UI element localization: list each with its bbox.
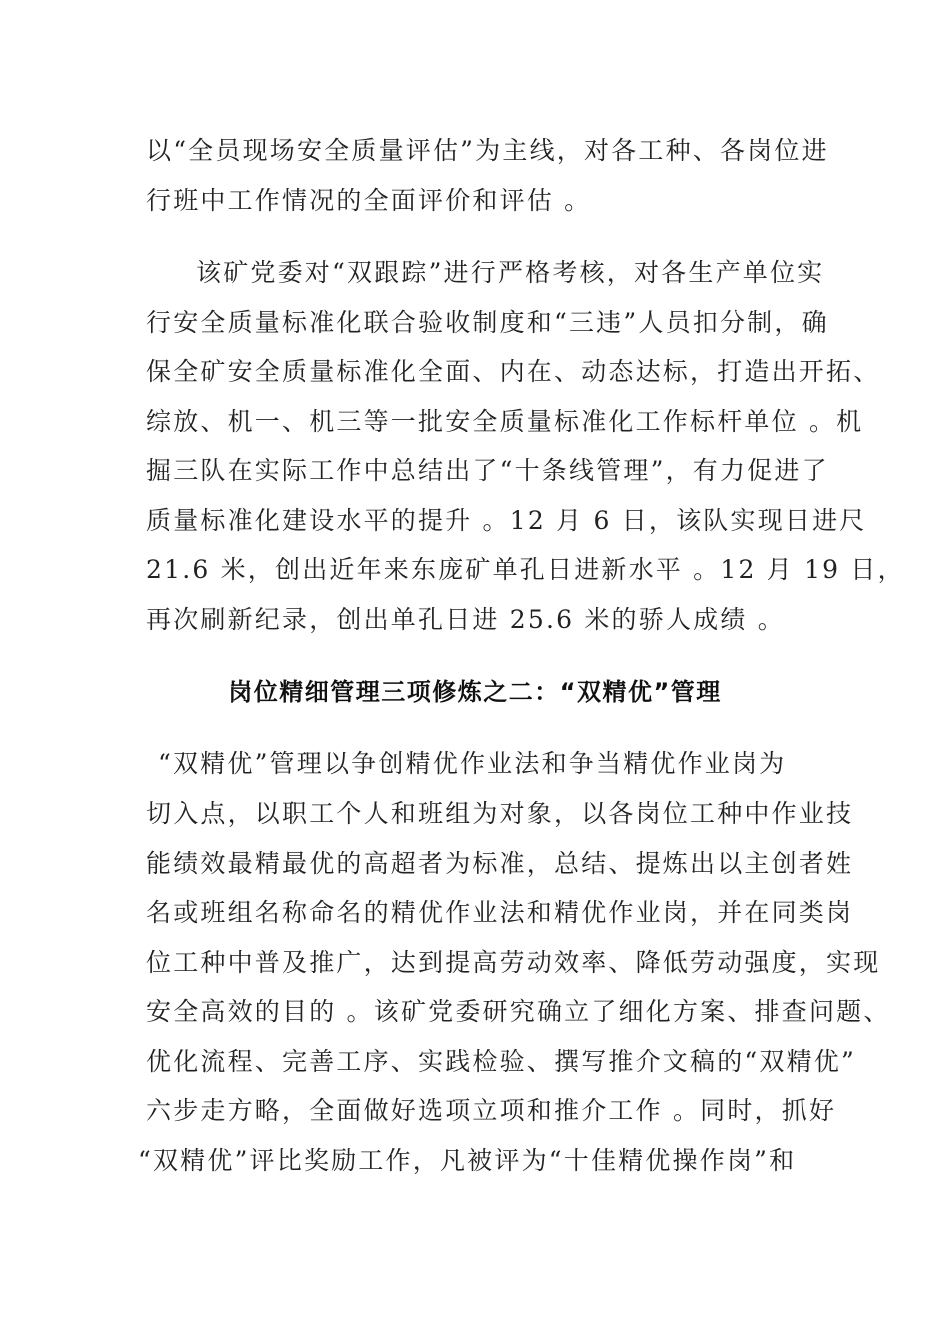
paragraph-line: 名或班组名称命名的精优作业法和精优作业岗，并在同类岗 xyxy=(146,898,854,927)
paragraph-line: 再次刷新纪录，创出单孔日进 25.6 米的骄人成绩 。 xyxy=(146,605,785,634)
paragraph-line: 综放、机一、机三等一批安全质量标准化工作标杆单位 。机 xyxy=(146,407,864,436)
paragraph-line: 切入点，以职工个人和班组为对象，以各岗位工种中作业技 xyxy=(146,799,854,828)
paragraph-line: “双精优”管理以争创精优作业法和争当精优作业岗为 xyxy=(158,749,787,778)
paragraph-line: 安全高效的目的 。该矿党委研究确立了细化方案、排查问题、 xyxy=(146,997,891,1026)
paragraph-line: 以“全员现场安全质量评估”为主线，对各工种、各岗位进 xyxy=(146,136,829,165)
paragraph-line: 行安全质量标准化联合验收制度和“三违”人员扣分制，确 xyxy=(146,308,829,337)
paragraph-line: 能绩效最精最优的高超者为标准，总结、提炼出以主创者姓 xyxy=(146,849,854,878)
section-heading: 岗位精细管理三项修炼之二：“双精优”管理 xyxy=(228,678,722,706)
paragraph-line: 21.6 米，创出近年来东庞矿单孔日进新水平 。12 月 19 日， xyxy=(146,555,905,584)
paragraph-line: 掘三队在实际工作中总结出了“十条线管理”，有力促进了 xyxy=(146,456,829,485)
paragraph-line: 该矿党委对“双跟踪”进行严格考核，对各生产单位实 xyxy=(196,258,825,287)
paragraph-line: 行班中工作情况的全面评价和评估 。 xyxy=(146,186,592,215)
paragraph-line: 保全矿安全质量标准化全面、内在、动态达标，打造出开拓、 xyxy=(146,357,881,386)
paragraph-line: 六步走方略，全面做好选项立项和推介工作 。同时，抓好 xyxy=(146,1096,837,1125)
paragraph-line: “双精优”评比奖励工作，凡被评为“十佳精优操作岗”和 xyxy=(138,1146,797,1175)
paragraph-line: 质量标准化建设水平的提升 。12 月 6 日，该队实现日进尺 xyxy=(146,506,867,535)
paragraph-line: 位工种中普及推广，达到提高劳动效率、降低劳动强度，实现 xyxy=(146,948,881,977)
paragraph-line: 优化流程、完善工序、实践检验、撰写推介文稿的“双精优” xyxy=(146,1047,856,1076)
